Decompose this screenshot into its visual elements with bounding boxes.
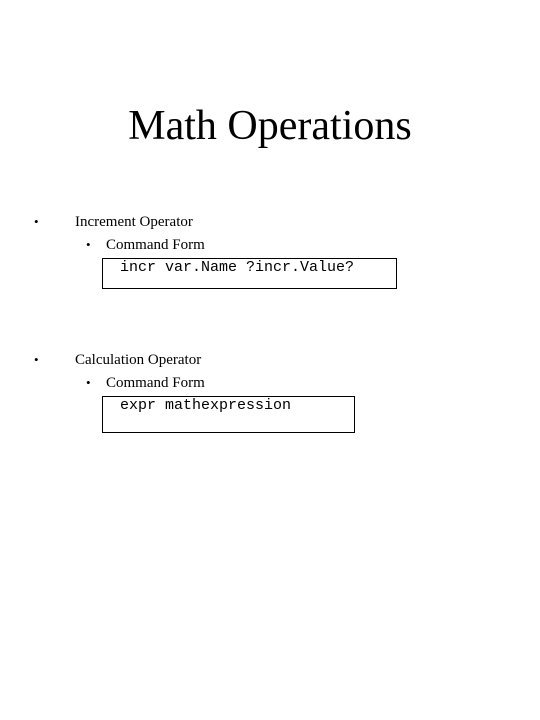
bullet-heading: Calculation Operator bbox=[75, 352, 202, 368]
slide-title: Math Operations bbox=[128, 103, 412, 149]
sub-bullet-heading: Command Form bbox=[106, 237, 205, 253]
code-text: incr var.Name ?incr.Value? bbox=[120, 259, 355, 276]
sub-bullet-marker: • bbox=[86, 375, 91, 390]
code-text: expr mathexpression bbox=[120, 397, 292, 414]
bullet-marker: • bbox=[34, 352, 39, 367]
bullet-heading: Increment Operator bbox=[75, 214, 193, 230]
bullet-marker: • bbox=[34, 214, 39, 229]
sub-bullet-heading: Command Form bbox=[106, 375, 205, 391]
sub-bullet-marker: • bbox=[86, 237, 91, 252]
